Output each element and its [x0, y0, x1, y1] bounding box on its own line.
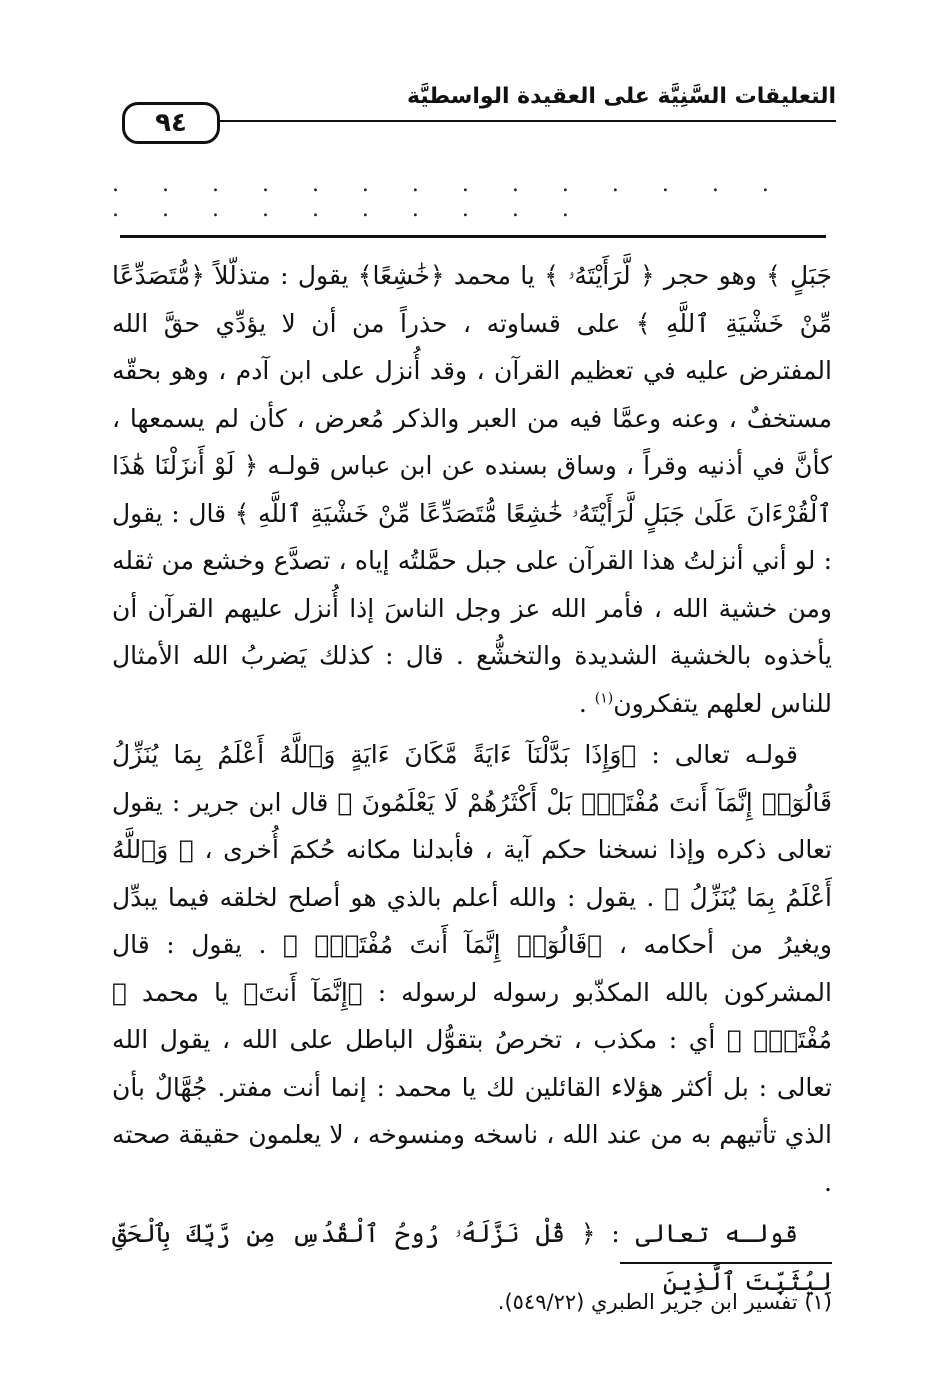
paragraph-1-tail: .: [578, 688, 595, 718]
footnote-marker[interactable]: (١): [594, 690, 614, 707]
footnote-rule: [620, 1262, 832, 1264]
running-title: التعليقات السَّنِيَّة على العقيدة الواسطيَّة: [406, 84, 836, 109]
section-rule: [120, 235, 826, 238]
header-rule: [208, 120, 836, 122]
main-text: [112, 252, 832, 1309]
page-number-badge: ٩٤: [122, 102, 220, 144]
paragraph-3: قولـه تعالى : ﴿ قُلْ نَزَّلَهُۥ رُوحُ ٱلْقُدُسِ مِن رَّبِّكَ بِٱلْحَقِّ لِيُثَبِّتَ ٱلَّذِينَ: [112, 1219, 832, 1296]
paragraph-1-text: جَبَلٍ ﴾ وهو حجر ﴿ لَّرَأَيْتَهُۥ ﴾ يا محمد ﴿خَٰشِعًا﴾ يقول : متذلّلاً ﴿مُّتَصَدِّعًا مِّنْ خَشْيَةِ ٱللَّهِ ﴾ على قساوته ، حذراً من أن لا يؤدِّي حقَّ الله المفترض عليه في تعظيم القرآن ، وقد أُنزل على ابن آدم ، وهو بحقّه مستخفٌ ، وعنه وعمَّا فيه من العبر والذكر مُعرض ، كأن لم يسمعها ، كأنَّ في أذنيه وقراً ، وساق بسنده عن ابن عباس قولـه ﴿ لَوْ أَنزَلْنَا هَٰذَا ٱلْقُرْءَانَ عَلَىٰ جَبَلٍ لَّرَأَيْتَهُۥ خَٰشِعًا مُّتَصَدِّعًا مِّنْ خَشْيَةِ ٱللَّهِ ﴾ قال : يقول : لو أني أنزلتُ هذا القرآن على جبل حمَّلتُه إياه ، تصدَّع وخشع من ثقله ومن خشية الله ، فأمر الله عز وجل الناسَ إذا أُنزل عليهم القرآن أن يأخذوه بالخشية الشديدة والتخشُّع . قال : كذلك يَضربُ الله الأمثال للناس لعلهم يتفكرون: [112, 261, 833, 718]
continuation-dots: . . . . . . . . . . . . . . . . . . . . . . . .: [112, 172, 787, 222]
footnote: (١) تفسير ابن جرير الطبري (٥٤٩/٢٢).: [497, 1290, 832, 1314]
page-header: [118, 66, 836, 146]
paragraph-1: [112, 252, 832, 727]
paragraph-2: قولـه تعالى : ﴿وَإِذَا بَدَّلْنَآ ءَايَةً مَّكَانَ ءَايَةٍ وَٱللَّهُ أَعْلَمُ بِمَا يُنَزِّلُ قَالُوٓا۟ إِنَّمَآ أَنتَ مُفْتَرٍۭ بَلْ أَكْثَرُهُمْ لَا يَعْلَمُونَ ﴾ قال ابن جرير : يقول تعالى ذكره وإذا نسخنا حكم آية ، فأبدلنا مكانه حُكمَ أُخرى ، ﴿ وَٱللَّهُ أَعْلَمُ بِمَا يُنَزِّلُ ﴾ . يقول : والله أعلم بالذي هو أصلح لخلقه فيما يبدِّل ويغيرُ من أحكامه ، ﴿قَالُوٓا۟ إِنَّمَآ أَنتَ مُفْتَرٍۭ ﴾ . يقول : قال المشركون بالله المكذّبو رسوله لرسوله : ﴿إِنَّمَآ أَنتَ﴾ يا محمد ﴿ مُفْتَرٍۭ ﴾ أي : مكذب ، تخرصُ بتقوُّل الباطل على الله ، يقول الله تعالى : بل أكثر هؤلاء القائلين لك يا محمد : إنما أنت مفتر. جُهَّالٌ بأن الذي تأتيهم به من عند الله ، ناسخه ومنسوخه ، لا يعلمون حقيقة صحته .: [112, 740, 832, 1197]
